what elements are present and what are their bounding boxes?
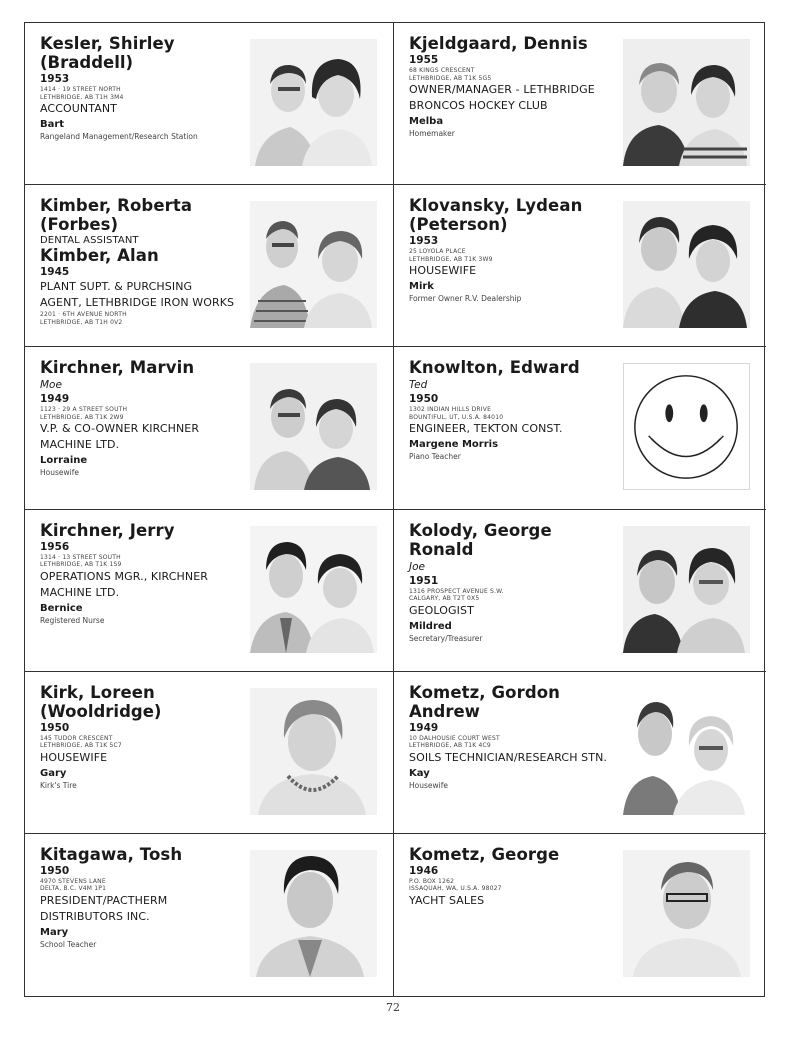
entry-address-line: 1314 · 13 STREET SOUTH [40,553,121,561]
entry-spouse-occupation: Housewife [409,780,448,790]
entry-kometz-gordon [394,672,766,834]
entry-name: Kimber, Roberta [40,196,193,216]
entry-spouse: Mildred [409,620,452,632]
entry-spouse: Margene Morris [409,439,499,451]
entry-address-line: ISSAQUAH, WA, U.S.A. 98027 [409,885,502,893]
entry-year: 1953 [40,73,70,85]
entry-knowlton-edward [394,347,766,509]
entry-name: Knowlton, Edward [409,358,580,378]
entry-kitagawa-tosh [25,834,394,996]
couple-photo [623,201,750,328]
entry-spouse: Lorraine [40,455,88,467]
entry-occupation: AGENT, LETHBRIDGE IRON WORKS [40,296,235,310]
entry-year: 1950 [40,721,70,734]
entry-address-line: LETHBRIDGE, AB T1K 5G5 [409,74,492,82]
entry-name-cont: (Braddell) [40,53,134,72]
entry-year: 1946 [409,864,439,877]
entry-address-line: 25 LOYOLA PLACE [409,248,466,256]
entry-occupation: HOUSEWIFE [40,750,108,764]
entry-occupation: BRONCOS HOCKEY CLUB [409,99,548,112]
entry-name: Klovansky, Lydean [409,196,583,216]
couple-photo [623,39,750,166]
entry-address-line: 10 DALHOUSIE COURT WEST [409,734,500,742]
entry-kjeldgaard-dennis [394,23,766,185]
entry-name-cont: (Wooldridge) [40,701,162,721]
portrait-photo [250,850,377,977]
couple-photo [250,363,377,490]
entry-occupation: ACCOUNTANT [40,102,117,115]
portrait-photo [623,850,750,977]
entry-address-line: LETHBRIDGE, AB T1K 3W9 [409,255,493,263]
couple-photo [250,526,377,653]
entry-spouse: Melba [409,116,444,127]
entry-spouse-occupation: Piano Teacher [409,452,461,462]
entry-year: 1956 [40,540,70,553]
entry-occupation: ENGINEER, TEKTON CONST. [409,422,563,436]
entry-address-line: LETHBRIDGE, AB T1K 1S9 [40,561,122,568]
entry-address-line: CALGARY, AB T2T 0X5 [409,595,480,602]
entry-address-line: 4970 STEVENS LANE [40,877,106,885]
entry-name: Kometz, Gordon [409,682,561,702]
entry-year: 1949 [40,393,70,406]
entry-nickname: Ted [409,379,428,392]
entry-address-line: P.O. BOX 1262 [409,877,455,885]
entry-year: 1945 [40,266,70,279]
entry-occupation: MACHINE LTD. [40,438,120,452]
entry-kirchner-marvin [25,347,394,509]
entry-kometz-george [394,834,766,996]
entry-spouse: Gary [40,767,67,779]
entry-address-line: 68 KINGS CRESCENT [409,67,475,74]
entry-name-cont: Andrew [409,701,480,721]
entry-nickname: Moe [40,379,62,392]
entry-address-line: LETHBRIDGE, AB T1K 4C9 [409,742,491,750]
entry-address-line: LETHBRIDGE, AB T1H 3M4 [40,93,124,101]
entry-address-line: DELTA, B.C. V4M 1P1 [40,885,107,893]
entry-spouse-occupation: Housewife [40,468,79,478]
entry-address-line: LETHBRIDGE, AB T1K 2W9 [40,413,124,421]
entry-address-line: 1302 INDIAN HILLS DRIVE [409,406,492,414]
smiley-face-icon [623,363,750,490]
yearbook-grid [24,22,765,997]
entry-name: Kometz, George [409,844,560,864]
entry-occupation: OPERATIONS MGR., KIRCHNER [40,569,209,583]
entry-occupation: YACHT SALES [409,893,485,907]
entry-spouse: Bernice [40,602,83,614]
entry-spouse-occupation: Registered Nurse [40,615,105,625]
entry-occupation: DENTAL ASSISTANT [40,235,139,247]
entry-year: 1950 [40,864,70,877]
entry-nickname: Joe [409,560,425,573]
entry-name-cont: (Peterson) [409,215,508,235]
entry-year: 1955 [409,54,439,66]
entry-address-line: 145 TUDOR CRESCENT [40,734,113,742]
entry-spouse-occupation: Former Owner R.V. Dealership [409,294,522,304]
couple-photo [250,39,377,166]
entry-spouse: Mirk [409,281,434,293]
entry-address-line: 1123 · 29 A STREET SOUTH [40,406,128,414]
portrait-photo [250,688,377,815]
entry-spouse-occupation: Rangeland Management/Research Station [40,132,198,141]
entry-kirchner-jerry [25,510,394,672]
couple-photo [623,688,750,815]
entry-kolody-george [394,510,766,672]
couple-photo [623,526,750,653]
couple-photo [250,201,377,328]
entry-address-line: BOUNTIFUL, UT, U.S.A. 84010 [409,413,504,421]
entry-occupation: GEOLOGIST [409,603,474,617]
entry-kimber-roberta [25,185,394,347]
entry-spouse: Kay [409,767,430,779]
entry-occupation: OWNER/MANAGER - LETHBRIDGE [409,83,595,96]
page-number: 72 [386,1001,400,1014]
entry-spouse: Bart [40,119,65,130]
entry-year: 1949 [409,721,439,734]
entry-name: Kirchner, Marvin [40,358,195,378]
entry-kesler-shirley [25,23,394,185]
entry-address-line: LETHBRIDGE, AB T1H 0V2 [40,318,123,326]
entry-year: 1951 [409,574,439,587]
entry-spouse-occupation: Kirk's Tire [40,780,77,790]
entry-occupation: DISTRIBUTORS INC. [40,909,150,923]
entry-year: 1950 [409,393,439,406]
entry-name-cont: (Forbes) [40,215,118,235]
entry-occupation: SOILS TECHNICIAN/RESEARCH STN. [409,750,607,764]
entry-second-name: Kimber, Alan [40,246,159,266]
entry-occupation: PLANT SUPT. & PURCHSING [40,280,193,294]
entry-address-line: 2201 · 6TH AVENUE NORTH [40,311,127,319]
entry-klovansky-lydean [394,185,766,347]
entry-name: Kirchner, Jerry [40,520,175,540]
entry-occupation: PRESIDENT/PACTHERM [40,893,168,907]
entry-occupation: HOUSEWIFE [409,264,477,278]
entry-spouse: Mary [40,926,69,938]
entry-address-line: 1316 PROSPECT AVENUE S.W. [409,587,504,595]
entry-name: Kitagawa, Tosh [40,844,183,864]
entry-address-line: 1414 · 19 STREET NORTH [40,86,121,93]
entry-name: Kesler, Shirley [40,34,175,53]
entry-occupation: V.P. & CO-OWNER KIRCHNER [40,422,200,436]
entry-name-cont: Ronald [409,539,474,559]
entry-address-line: LETHBRIDGE, AB T1K 5C7 [40,742,122,750]
entry-kirk-loreen [25,672,394,834]
entry-occupation: MACHINE LTD. [40,585,120,599]
entry-spouse-occupation: Homemaker [409,129,455,138]
entry-spouse-occupation: School Teacher [40,939,97,949]
entry-name: Kjeldgaard, Dennis [409,34,588,53]
entry-name: Kolody, George [409,520,552,540]
entry-year: 1953 [409,235,439,248]
entry-spouse-occupation: Secretary/Treasurer [409,633,483,643]
entry-name: Kirk, Loreen [40,682,155,702]
